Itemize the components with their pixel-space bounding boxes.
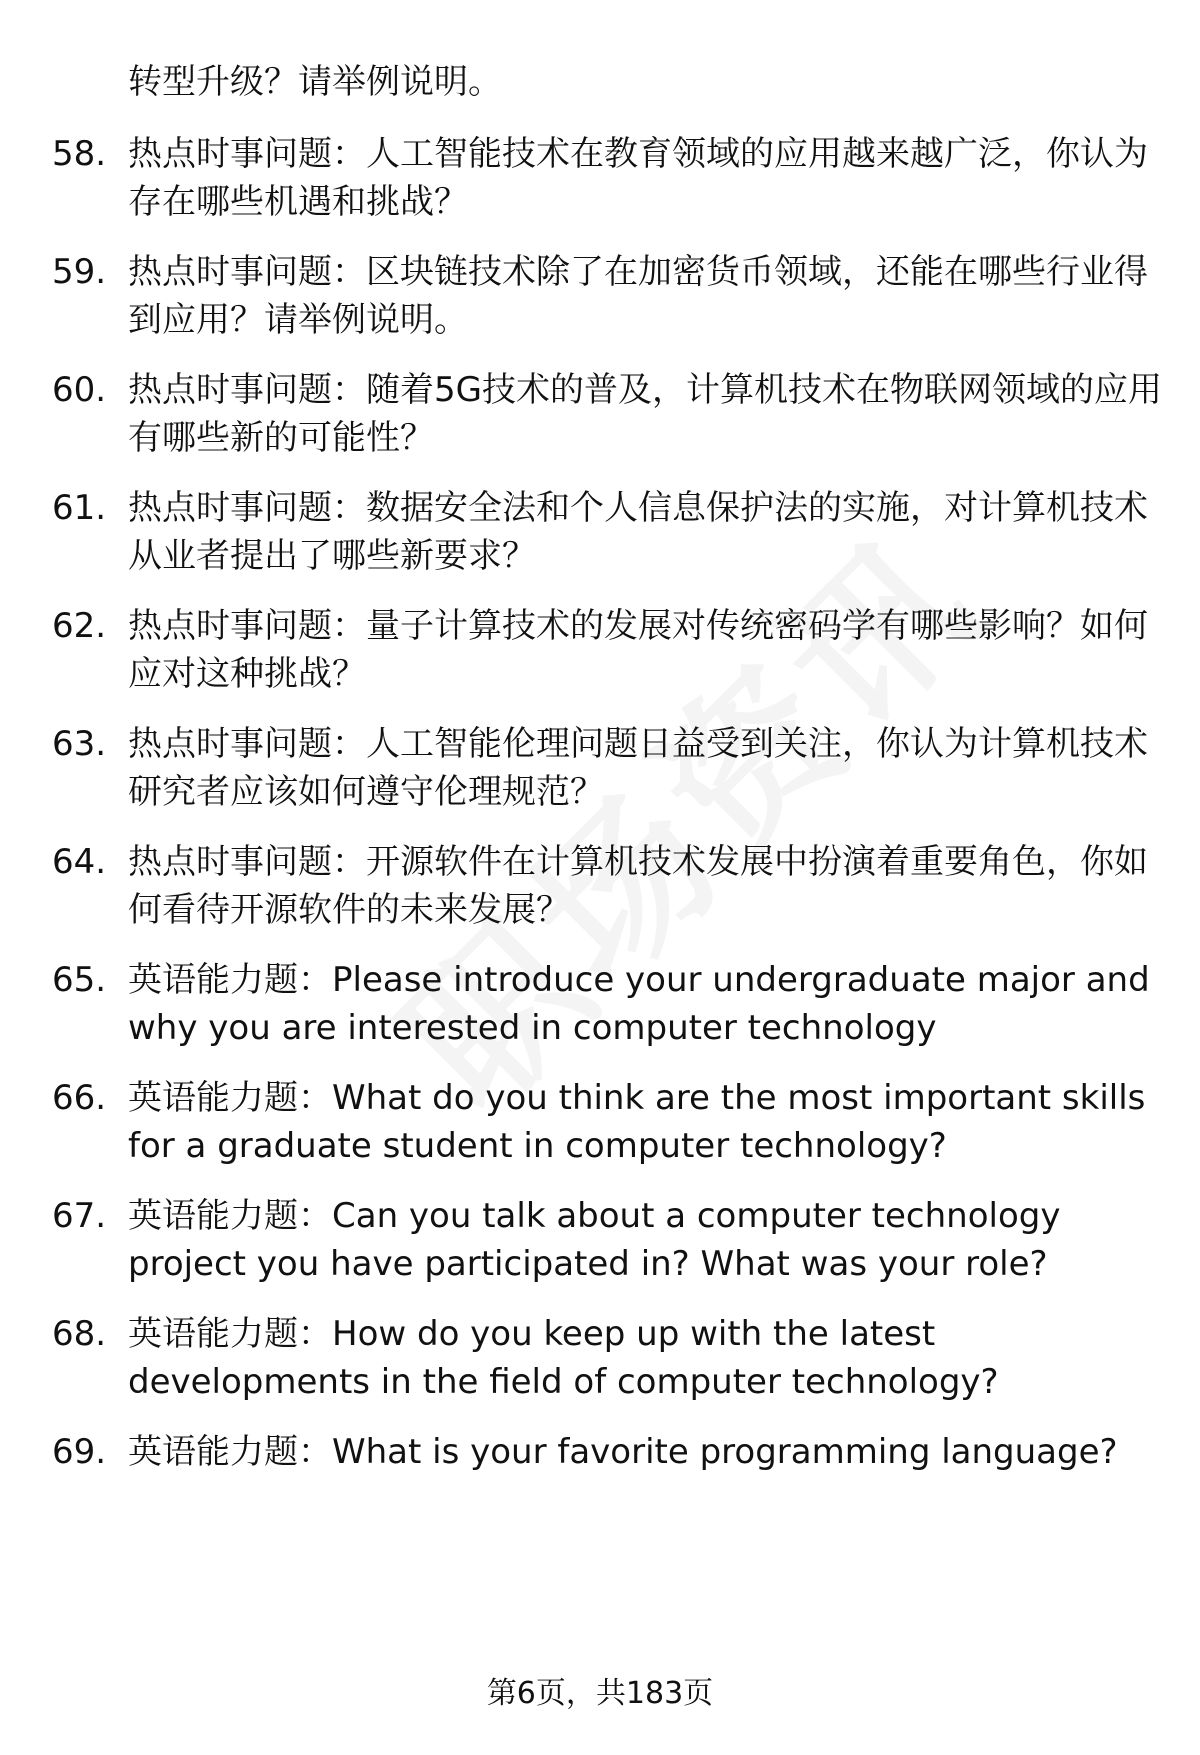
question-item [52, 720, 1162, 816]
question-number: 66. [52, 1078, 107, 1118]
question-number: 67. [52, 1196, 107, 1236]
question-item [52, 1074, 1162, 1170]
question-number: 60. [52, 370, 107, 410]
question-text: 热点时事问题：开源软件在计算机技术发展中扮演着重要角色，你如何看待开源软件的未来发展？ [128, 842, 1148, 930]
question-text: 英语能力题：How do you keep up with the latest developments in the field of computer technology? [128, 1314, 999, 1402]
page-footer: 第6页，共183页 [486, 1676, 714, 1711]
continued-question-text: 转型升级？请举例说明。 [128, 62, 502, 102]
question-item [52, 484, 1162, 580]
question-number: 62. [52, 606, 107, 646]
question-text: 热点时事问题：随着5G技术的普及，计算机技术在物联网领域的应用有哪些新的可能性？ [128, 370, 1162, 458]
question-item [52, 602, 1162, 698]
question-number: 61. [52, 488, 107, 528]
question-item [52, 1428, 1162, 1476]
question-number: 64. [52, 842, 107, 882]
question-item [52, 248, 1162, 344]
question-text: 热点时事问题：量子计算技术的发展对传统密码学有哪些影响？如何应对这种挑战？ [128, 606, 1148, 694]
question-number: 69. [52, 1432, 107, 1472]
question-item [52, 130, 1162, 226]
question-text: 英语能力题：What is your favorite programming language? [128, 1432, 1118, 1472]
question-text: 热点时事问题：数据安全法和个人信息保护法的实施，对计算机技术从业者提出了哪些新要求？ [128, 488, 1148, 576]
question-number: 68. [52, 1314, 107, 1354]
question-text: 英语能力题：Can you talk about a computer technology project you have participated in? What was your role? [128, 1196, 1061, 1284]
question-text: 英语能力题：Please introduce your undergraduate major and why you are interested in computer technology [128, 960, 1150, 1048]
question-item [52, 366, 1162, 462]
question-item [52, 1192, 1162, 1288]
question-number: 63. [52, 724, 107, 764]
question-text: 英语能力题：What do you think are the most important skills for a graduate student in computer technology? [128, 1078, 1146, 1166]
question-item [52, 956, 1162, 1052]
question-text: 热点时事问题：区块链技术除了在加密货币领域，还能在哪些行业得到应用？请举例说明。 [128, 252, 1148, 340]
question-number: 65. [52, 960, 107, 1000]
question-number: 58. [52, 134, 107, 174]
question-item [52, 838, 1162, 934]
question-item [52, 1310, 1162, 1406]
question-text: 热点时事问题：人工智能技术在教育领域的应用越来越广泛，你认为存在哪些机遇和挑战？ [128, 134, 1148, 222]
question-text: 热点时事问题：人工智能伦理问题日益受到关注，你认为计算机技术研究者应该如何遵守伦理规范？ [128, 724, 1148, 812]
question-number: 59. [52, 252, 107, 292]
